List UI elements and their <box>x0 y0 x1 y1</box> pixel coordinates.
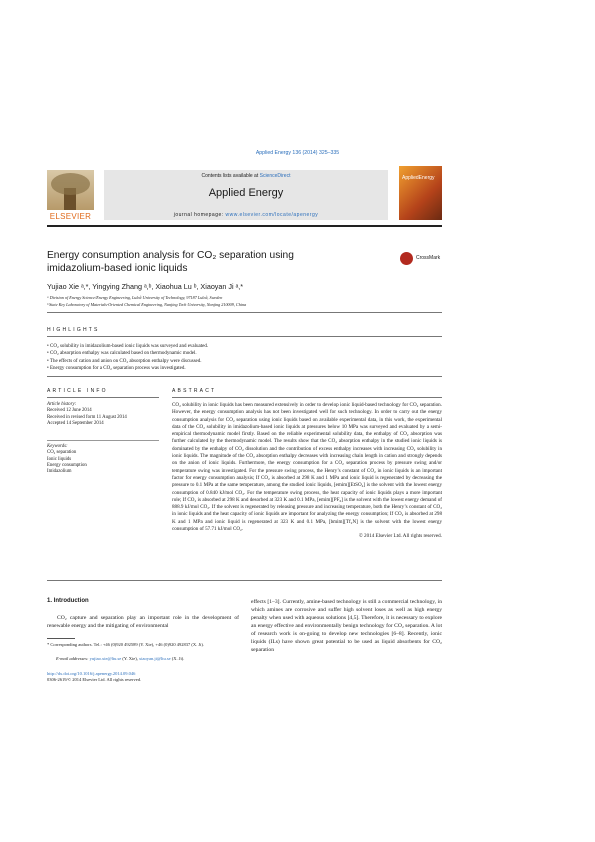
keyword: Imidazolium <box>47 469 72 475</box>
crossmark-label: CrossMark <box>416 255 441 261</box>
crossmark-badge[interactable] <box>400 251 442 267</box>
keyword: CO₂ separation <box>47 450 77 456</box>
keyword: Ionic liquids <box>47 456 72 462</box>
journal-header-box <box>104 170 388 220</box>
affiliation-a: ᵃ Division of Energy Science/Energy Engineering, Luleå University of Technology, 97187 Luleå, Sweden <box>47 295 223 300</box>
article-info-heading: ARTICLE INFO <box>47 388 108 394</box>
title-line-1: Energy consumption analysis for CO₂ separation using <box>47 250 294 261</box>
history-label: Article history: <box>47 402 77 407</box>
cover-text: AppliedEnergy <box>402 175 435 181</box>
history-revised: Received in revised form 11 August 2014 <box>47 414 127 420</box>
elsevier-logo <box>47 170 94 220</box>
abstract-body <box>172 402 442 541</box>
introduction-heading: 1. Introduction <box>47 598 89 604</box>
abstract-rule <box>172 397 442 398</box>
journal-citation-link[interactable]: Applied Energy 136 (2014) 325–335 <box>255 150 340 156</box>
email-xie-suffix: (Y. Xie), <box>121 656 140 661</box>
homepage-link[interactable]: www.elsevier.com/locate/apenergy <box>225 212 319 218</box>
keywords <box>47 444 87 475</box>
contents-line <box>104 173 388 179</box>
journal-homepage <box>104 212 388 218</box>
highlight-item: • Energy consumption for a CO₂ separation process was investigated. <box>47 365 186 371</box>
elsevier-wordmark: ELSEVIER <box>49 212 92 221</box>
highlights-list <box>47 343 208 372</box>
keywords-label: Keywords: <box>47 444 68 449</box>
highlight-item: • CO₂ absorption enthalpy was calculated based on thermodynamic model. <box>47 351 197 357</box>
highlights-heading: HIGHLIGHTS <box>47 327 100 333</box>
email-prefix: E-mail addresses: <box>56 656 90 661</box>
keywords-rule <box>47 440 159 441</box>
intro-right-column: effects [1–3]. Currently, amine-based technology is still a commercial technology, in which amines are corrosive and suffer high solvent loses as well as high energy penalty when used with aqueous solutions [4,5]. Therefore, it is necessary to explore an energy effective and environmentally benign technology for CO₂ separation. A lot of research work is on-going to develop new technologies [6–8]. Recently, ionic liquids (ILs) have shown great potential to be used as liquid absorbents for CO₂ separation <box>251 599 442 653</box>
journal-cover-image <box>399 166 442 220</box>
affiliation-b: ᵇ State Key Laboratory of Materials-Oriented Chemical Engineering, Nanjing Tech University, Nanjing 210009, China <box>47 302 247 307</box>
abstract-bottom-rule <box>47 580 442 581</box>
corresponding-author-note: * Corresponding authors. Tel.: +46 (0)920 492589 (Y. Xie), +46 (0)920 492837 (X. Ji). <box>47 642 204 647</box>
journal-title: Applied Energy <box>208 187 284 199</box>
abstract-text: CO₂ solubility in ionic liquids has been measured extensively in order to develop ionic liquid-based technology for CO₂ separation. However, the energy consumption analysis has not been investigated well for such technology. In order to carry out the energy consumption analysis for CO₂ separation using ionic liquids based on available experimental data, in this work, the experimental data of the CO₂ solubility in imidazolium-based ionic liquids at pressures below 10 MPa was surveyed and evaluated by a semi-empirical thermodynamic model firstly. Based on the reliable experimental solubility data, the enthalpy of CO₂ absorption was further calculated by the thermodynamic model. The results show that the CO₂ absorption enthalpy in the studied ionic liquids is dominated by the enthalpy of CO₂ dissolution and the contribution of excess enthalpy increases with increasing CO₂ solubility in ionic liquids. The magnitude of the CO₂ absorption enthalpy decreases with increasing chain length in cation and strongly depends on the anion of ionic liquids. Furthermore, the energy consumption for a CO₂ separation process by pressure swing and/or temperature swing was investigated. For the pressure swing process, the Henry’s constant of CO₂ in ionic liquids is an important factor for energy consumption analysis; If CO₂ is absorbed at 298 K and 1 MPa and ionic liquid is regenerated by decreasing the pressure to 0.1 MPa at the same temperature, among the studied ionic liquids, [emim][EtSO₄] is the solvent with the lowest energy consumption of 0.840 kJ/mol CO₂. For the temperature swing process, the heat capacity of ionic liquids plays a more important role; If CO₂ is absorbed at 298 K and desorbed at 323 K and 0.1 MPa, [emim][PF₆] is the solvent with the lowest energy demand of 888.9 kJ/mol CO₂. If the solvent is regenerated by releasing pressure and increasing temperature, both the Henry’s constant of CO₂ in ionic liquids and the heat capacity of ionic liquids are important for analyzing the energy consumption; If CO₂ is absorbed at 298 K and 1 MPa and ionic liquid is regenerated at 323 K and 0.1 MPa, [bmim][Tf₂N] is the solvent with the lowest energy consumption of 57.71 kJ/mol CO₂. <box>172 402 442 533</box>
highlights-rule <box>47 336 442 337</box>
issn-line: 0306-2619/© 2014 Elsevier Ltd. All rights reserved. <box>47 677 142 682</box>
author-list: Yujiao Xie ᵃ,*, Yingying Zhang ᵃ,ᵇ, Xiaohua Lu ᵇ, Xiaoyan Ji ᵃ,* <box>47 282 244 291</box>
article-title <box>47 249 377 275</box>
homepage-prefix: journal homepage: <box>173 212 226 218</box>
contents-prefix: Contents lists available at <box>201 173 260 179</box>
intro-left-column: CO₂ capture and separation play an important role in the development of renewable energy and the mitigating of environmental <box>47 615 239 629</box>
title-line-2: imidazolium-based ionic liquids <box>47 263 188 274</box>
sciencedirect-link[interactable]: ScienceDirect <box>259 173 291 179</box>
doi-link[interactable]: http://dx.doi.org/10.1016/j.apenergy.2014.09.046 <box>47 671 136 676</box>
email-link-ji[interactable]: xiaoyan.ji@ltu.se <box>139 656 171 661</box>
elsevier-tree-icon <box>47 170 94 210</box>
affiliation-divider <box>47 312 442 313</box>
article-history <box>47 402 127 427</box>
header-divider <box>47 225 442 227</box>
history-received: Received 12 June 2014 <box>47 408 92 414</box>
crossmark-icon <box>400 252 413 265</box>
email-link-xie[interactable]: yujiao.xie@ltu.se <box>89 656 122 661</box>
email-ji-suffix: (X. Ji). <box>170 656 185 661</box>
highlight-item: • The effects of cation and anion on CO₂ absorption enthalpy were discussed. <box>47 358 202 364</box>
keyword: Energy consumption <box>47 462 87 468</box>
article-info-rule <box>47 397 159 398</box>
abstract-heading: ABSTRACT <box>172 388 217 394</box>
highlights-bottom-rule <box>47 376 442 377</box>
history-accepted: Accepted 14 September 2014 <box>47 420 104 426</box>
email-addresses <box>56 656 184 662</box>
abstract-copyright: © 2014 Elsevier Ltd. All rights reserved. <box>358 533 442 540</box>
highlight-item: • CO₂ solubility in imidazolium-based ionic liquids was surveyed and evaluated. <box>47 344 209 349</box>
footnote-rule <box>47 638 75 639</box>
